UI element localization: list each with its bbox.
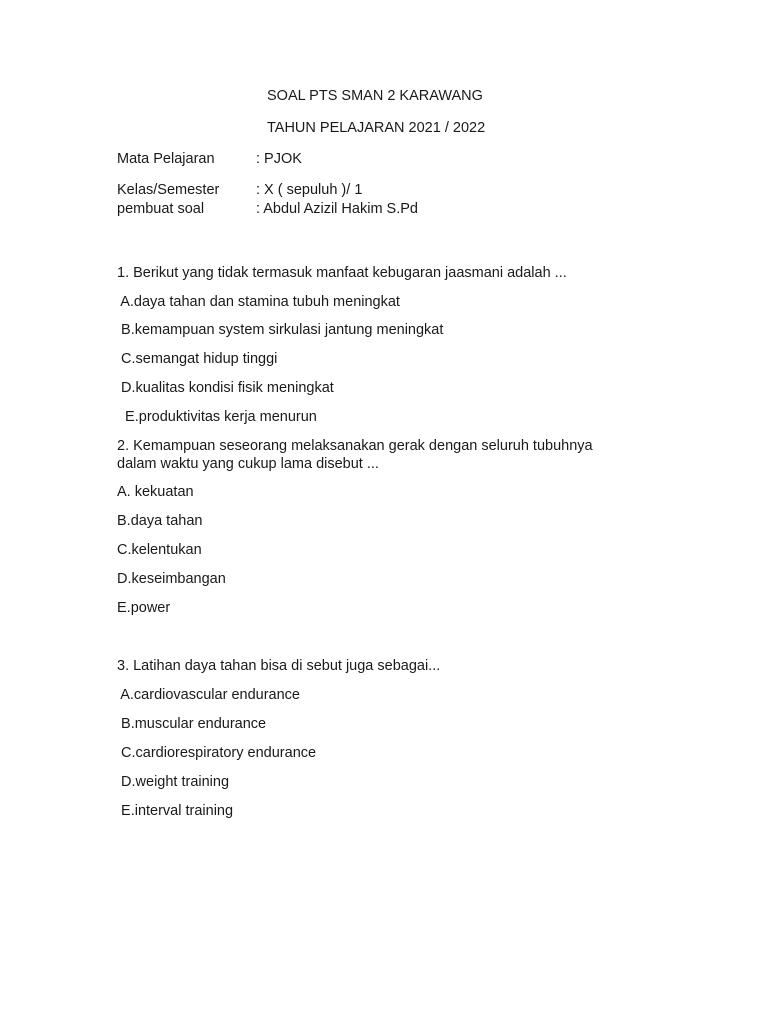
question-2-option-b: B.daya tahan bbox=[117, 513, 203, 529]
question-3-option-e: E.interval training bbox=[117, 803, 234, 819]
question-1-option-a: A.daya tahan dan stamina tubuh meningkat bbox=[117, 294, 400, 310]
question-1-option-e: E.produktivitas kerja menurun bbox=[117, 409, 317, 425]
question-1-option-b: B.kemampuan system sirkulasi jantung meningkat bbox=[117, 322, 444, 338]
question-3-text: 3. Latihan daya tahan bisa di sebut juga sebagai... bbox=[117, 658, 441, 674]
meta-value-class: : X ( sepuluh )/ 1 bbox=[256, 182, 363, 198]
question-2-option-c: C.kelentukan bbox=[117, 542, 202, 558]
meta-label-subject: Mata Pelajaran bbox=[117, 151, 215, 167]
question-2-option-a: A. kekuatan bbox=[117, 484, 194, 500]
document-title: SOAL PTS SMAN 2 KARAWANG bbox=[267, 88, 483, 104]
question-3-option-d: D.weight training bbox=[117, 774, 230, 790]
document-subtitle: TAHUN PELAJARAN 2021 / 2022 bbox=[267, 120, 486, 136]
meta-label-author: pembuat soal bbox=[117, 201, 205, 217]
question-1-text: 1. Berikut yang tidak termasuk manfaat kebugaran jaasmani adalah ... bbox=[117, 265, 567, 281]
question-2-text-line-1: 2. Kemampuan seseorang melaksanakan gerak dengan seluruh tubuhnya bbox=[117, 438, 593, 454]
meta-value-subject: : PJOK bbox=[256, 151, 302, 167]
question-1-option-d: D.kualitas kondisi fisik meningkat bbox=[117, 380, 334, 396]
meta-value-author: : Abdul Azizil Hakim S.Pd bbox=[256, 201, 418, 217]
question-2-option-d: D.keseimbangan bbox=[117, 571, 226, 587]
question-3-option-a: A.cardiovascular endurance bbox=[117, 687, 300, 703]
question-3-option-c: C.cardiorespiratory endurance bbox=[117, 745, 317, 761]
question-2-text-line-2: dalam waktu yang cukup lama disebut ... bbox=[117, 456, 379, 472]
question-3-option-b: B.muscular endurance bbox=[117, 716, 267, 732]
meta-label-class: Kelas/Semester bbox=[117, 182, 220, 198]
question-1-option-c: C.semangat hidup tinggi bbox=[117, 351, 278, 367]
question-2-option-e: E.power bbox=[117, 600, 171, 616]
